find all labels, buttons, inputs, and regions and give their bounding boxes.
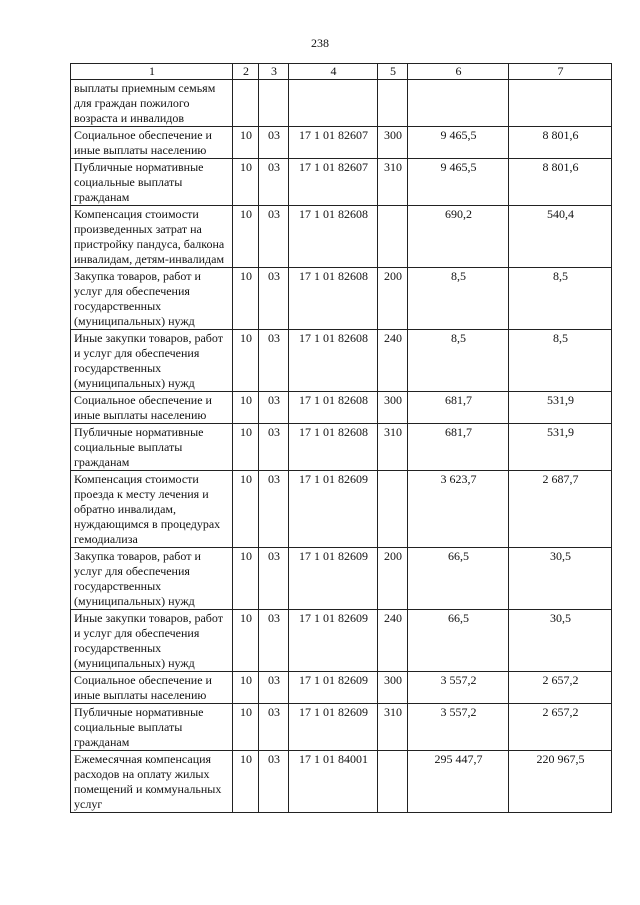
row-name-cell: Публичные нормативные социальные выплаты гражданам — [71, 159, 233, 206]
target-article-cell: 17 1 01 82609 — [289, 471, 378, 548]
amount-col7-cell: 30,5 — [509, 548, 612, 610]
amount-col6-cell: 3 623,7 — [408, 471, 509, 548]
expense-type-cell — [378, 471, 408, 548]
expense-type-cell: 300 — [378, 672, 408, 704]
amount-col6-cell: 9 465,5 — [408, 127, 509, 159]
row-name-cell: Ежемесячная компенсация расходов на оплату жилых помещений и коммунальных услуг — [71, 751, 233, 813]
subsection-code-cell: 03 — [259, 268, 289, 330]
amount-col6-cell: 681,7 — [408, 424, 509, 471]
amount-col7-cell — [509, 80, 612, 127]
row-name-cell: Компенсация стоимости проезда к месту лечения и обратно инвалидам, нуждающимся в процедурах гемодиализа — [71, 471, 233, 548]
table-row — [71, 392, 612, 424]
target-article-cell: 17 1 01 82609 — [289, 704, 378, 751]
expense-type-cell: 240 — [378, 610, 408, 672]
column-header-1: 1 — [71, 64, 233, 80]
amount-col7-cell: 8,5 — [509, 268, 612, 330]
amount-col6-cell: 9 465,5 — [408, 159, 509, 206]
amount-col6-cell: 690,2 — [408, 206, 509, 268]
column-header-5: 5 — [378, 64, 408, 80]
subsection-code-cell: 03 — [259, 704, 289, 751]
section-code-cell: 10 — [233, 548, 259, 610]
subsection-code-cell: 03 — [259, 392, 289, 424]
amount-col6-cell: 66,5 — [408, 548, 509, 610]
amount-col7-cell: 2 687,7 — [509, 471, 612, 548]
table-row — [71, 80, 612, 127]
table-row — [71, 268, 612, 330]
subsection-code-cell: 03 — [259, 206, 289, 268]
expense-type-cell — [378, 80, 408, 127]
subsection-code-cell: 03 — [259, 424, 289, 471]
section-code-cell: 10 — [233, 424, 259, 471]
expense-type-cell: 200 — [378, 268, 408, 330]
expense-type-cell: 300 — [378, 127, 408, 159]
table-row — [71, 751, 612, 813]
row-name-cell: Иные закупки товаров, работ и услуг для обеспечения государственных (муниципальных) нужд — [71, 610, 233, 672]
subsection-code-cell: 03 — [259, 751, 289, 813]
section-code-cell: 10 — [233, 392, 259, 424]
target-article-cell: 17 1 01 82608 — [289, 206, 378, 268]
amount-col6-cell: 681,7 — [408, 392, 509, 424]
target-article-cell: 17 1 01 82609 — [289, 548, 378, 610]
column-header-2: 2 — [233, 64, 259, 80]
subsection-code-cell: 03 — [259, 548, 289, 610]
row-name-cell: Закупка товаров, работ и услуг для обеспечения государственных (муниципальных) нужд — [71, 548, 233, 610]
subsection-code-cell: 03 — [259, 127, 289, 159]
column-header-4: 4 — [289, 64, 378, 80]
amount-col7-cell: 2 657,2 — [509, 704, 612, 751]
table-row — [71, 610, 612, 672]
section-code-cell: 10 — [233, 751, 259, 813]
row-name-cell: выплаты приемным семьям для граждан пожилого возраста и инвалидов — [71, 80, 233, 127]
expense-type-cell — [378, 206, 408, 268]
section-code-cell: 10 — [233, 268, 259, 330]
section-code-cell: 10 — [233, 127, 259, 159]
target-article-cell: 17 1 01 82608 — [289, 330, 378, 392]
section-code-cell: 10 — [233, 330, 259, 392]
amount-col6-cell: 295 447,7 — [408, 751, 509, 813]
page-number: 238 — [311, 36, 329, 50]
target-article-cell: 17 1 01 82609 — [289, 672, 378, 704]
table-row — [71, 330, 612, 392]
section-code-cell: 10 — [233, 471, 259, 548]
expense-type-cell: 310 — [378, 159, 408, 206]
amount-col7-cell: 531,9 — [509, 392, 612, 424]
expense-type-cell: 240 — [378, 330, 408, 392]
subsection-code-cell — [259, 80, 289, 127]
target-article-cell: 17 1 01 82607 — [289, 127, 378, 159]
subsection-code-cell: 03 — [259, 330, 289, 392]
amount-col7-cell: 220 967,5 — [509, 751, 612, 813]
subsection-code-cell: 03 — [259, 672, 289, 704]
column-header-6: 6 — [408, 64, 509, 80]
column-header-7: 7 — [509, 64, 612, 80]
amount-col7-cell: 30,5 — [509, 610, 612, 672]
target-article-cell: 17 1 01 82609 — [289, 610, 378, 672]
subsection-code-cell: 03 — [259, 610, 289, 672]
row-name-cell: Публичные нормативные социальные выплаты гражданам — [71, 704, 233, 751]
target-article-cell — [289, 80, 378, 127]
amount-col6-cell: 3 557,2 — [408, 672, 509, 704]
amount-col6-cell: 3 557,2 — [408, 704, 509, 751]
section-code-cell — [233, 80, 259, 127]
subsection-code-cell: 03 — [259, 471, 289, 548]
row-name-cell: Социальное обеспечение и иные выплаты населению — [71, 672, 233, 704]
target-article-cell: 17 1 01 82608 — [289, 268, 378, 330]
row-name-cell: Социальное обеспечение и иные выплаты населению — [71, 127, 233, 159]
target-article-cell: 17 1 01 82608 — [289, 424, 378, 471]
amount-col7-cell: 540,4 — [509, 206, 612, 268]
amount-col7-cell: 531,9 — [509, 424, 612, 471]
target-article-cell: 17 1 01 84001 — [289, 751, 378, 813]
table-row — [71, 206, 612, 268]
section-code-cell: 10 — [233, 610, 259, 672]
row-name-cell: Закупка товаров, работ и услуг для обеспечения государственных (муниципальных) нужд — [71, 268, 233, 330]
row-name-cell: Социальное обеспечение и иные выплаты населению — [71, 392, 233, 424]
amount-col7-cell: 2 657,2 — [509, 672, 612, 704]
amount-col7-cell: 8 801,6 — [509, 127, 612, 159]
expense-type-cell: 310 — [378, 424, 408, 471]
row-name-cell: Иные закупки товаров, работ и услуг для обеспечения государственных (муниципальных) нужд — [71, 330, 233, 392]
table-row — [71, 548, 612, 610]
amount-col6-cell — [408, 80, 509, 127]
expense-type-cell: 300 — [378, 392, 408, 424]
row-name-cell: Компенсация стоимости произведенных затрат на пристройку пандуса, балкона инвалидам, детям-инвалидам — [71, 206, 233, 268]
section-code-cell: 10 — [233, 159, 259, 206]
row-name-cell: Публичные нормативные социальные выплаты гражданам — [71, 424, 233, 471]
column-header-3: 3 — [259, 64, 289, 80]
expense-type-cell: 200 — [378, 548, 408, 610]
subsection-code-cell: 03 — [259, 159, 289, 206]
amount-col6-cell: 66,5 — [408, 610, 509, 672]
table-row — [71, 672, 612, 704]
section-code-cell: 10 — [233, 672, 259, 704]
amount-col6-cell: 8,5 — [408, 268, 509, 330]
expense-type-cell — [378, 751, 408, 813]
amount-col7-cell: 8 801,6 — [509, 159, 612, 206]
table-row — [71, 471, 612, 548]
section-code-cell: 10 — [233, 206, 259, 268]
table-header-row — [71, 64, 612, 80]
table-row — [71, 127, 612, 159]
section-code-cell: 10 — [233, 704, 259, 751]
budget-table — [70, 63, 612, 813]
amount-col6-cell: 8,5 — [408, 330, 509, 392]
expense-type-cell: 310 — [378, 704, 408, 751]
table-row — [71, 424, 612, 471]
target-article-cell: 17 1 01 82608 — [289, 392, 378, 424]
table-row — [71, 159, 612, 206]
amount-col7-cell: 8,5 — [509, 330, 612, 392]
table-row — [71, 704, 612, 751]
target-article-cell: 17 1 01 82607 — [289, 159, 378, 206]
